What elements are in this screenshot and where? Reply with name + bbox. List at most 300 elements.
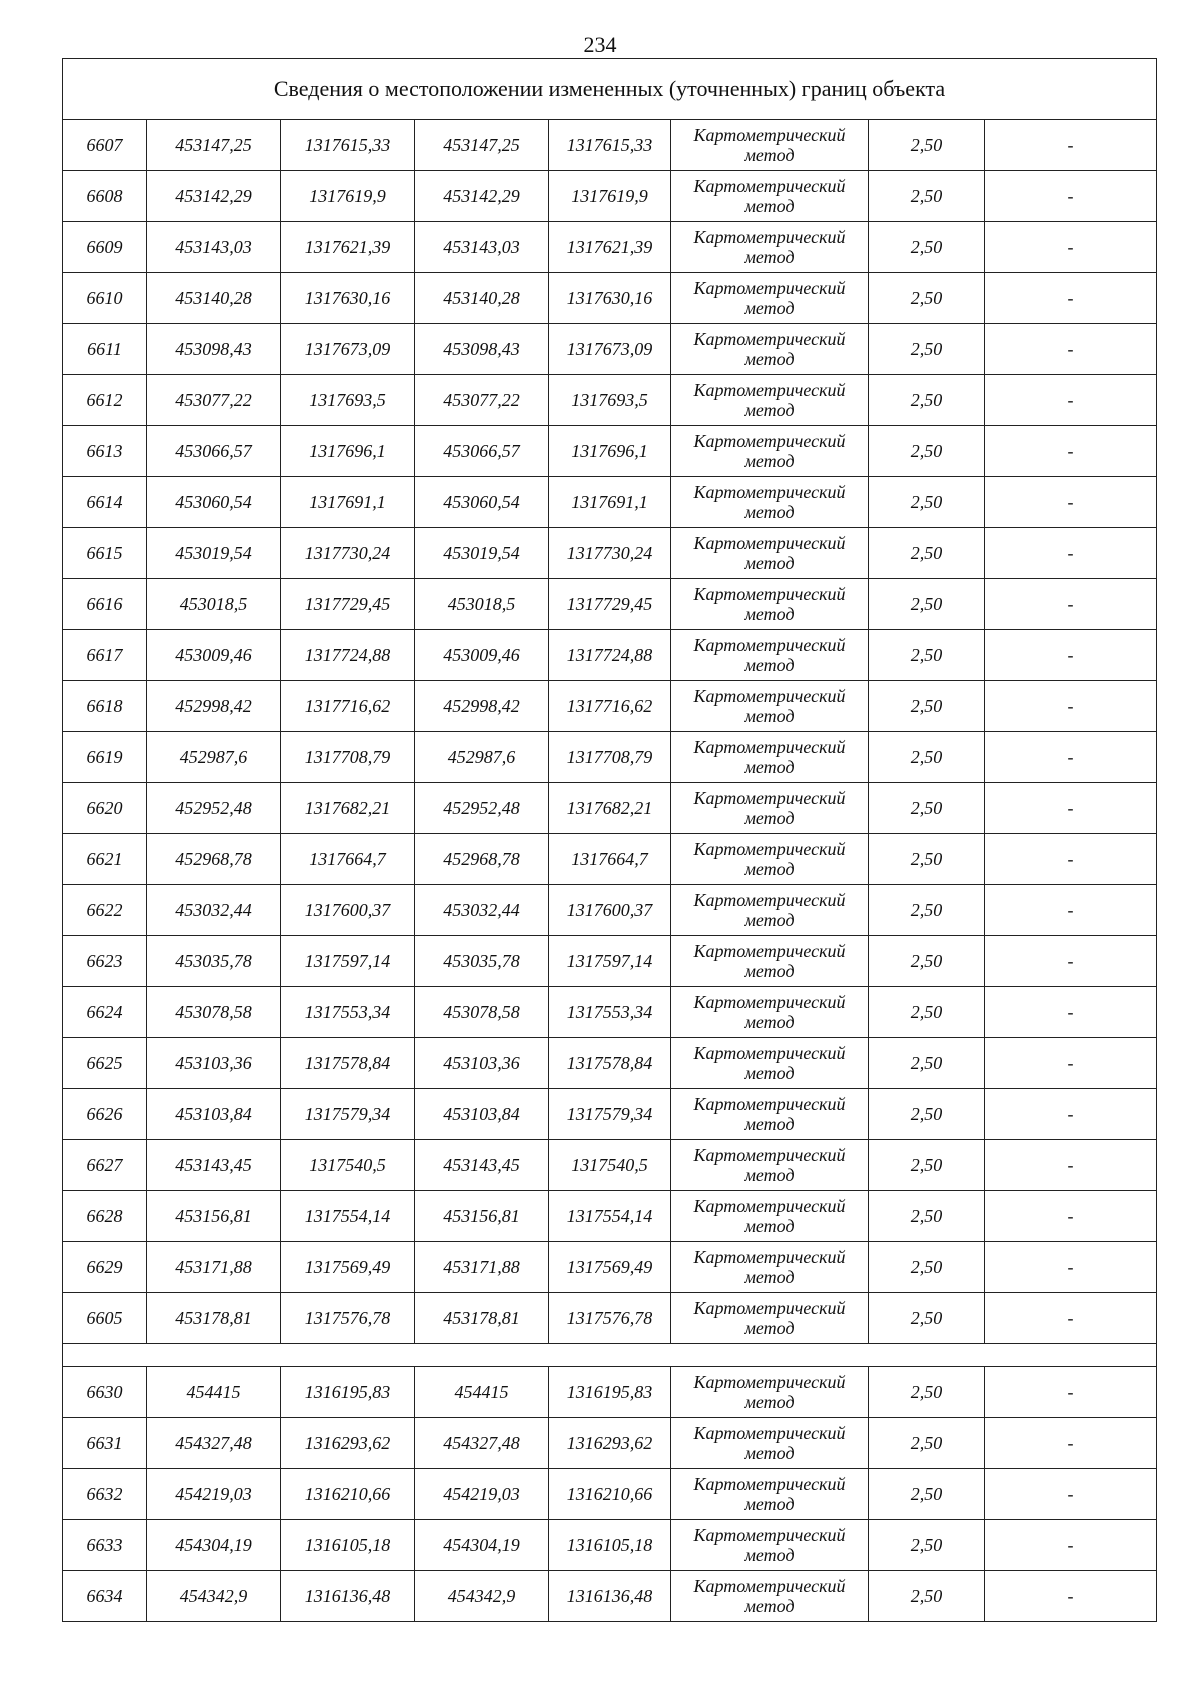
method-line-2: метод [744, 553, 795, 573]
method-line-2: метод [744, 1596, 795, 1616]
table-row [63, 1242, 1157, 1293]
point-number-cell: 6614 [63, 477, 147, 528]
method-line-1: Картометрический [693, 431, 846, 451]
method-cell [671, 936, 869, 987]
point-number-cell: 6629 [63, 1242, 147, 1293]
note-cell: - [985, 324, 1157, 375]
method-cell [671, 579, 869, 630]
error-cell: 2,50 [869, 1242, 985, 1293]
table-row [63, 1418, 1157, 1469]
table-row [63, 1520, 1157, 1571]
error-cell: 2,50 [869, 273, 985, 324]
error-cell: 2,50 [869, 936, 985, 987]
y-existing-cell: 1317569,49 [281, 1242, 415, 1293]
table-row [63, 528, 1157, 579]
y-existing-cell: 1317600,37 [281, 885, 415, 936]
point-number-cell: 6630 [63, 1367, 147, 1418]
method-line-2: метод [744, 196, 795, 216]
x-existing-cell: 453143,03 [147, 222, 281, 273]
point-number-cell: 6634 [63, 1571, 147, 1622]
method-line-2: метод [744, 1216, 795, 1236]
x-refined-cell: 454219,03 [415, 1469, 549, 1520]
x-existing-cell: 454327,48 [147, 1418, 281, 1469]
error-cell: 2,50 [869, 1571, 985, 1622]
method-line-2: метод [744, 1318, 795, 1338]
method-cell [671, 1140, 869, 1191]
y-existing-cell: 1316195,83 [281, 1367, 415, 1418]
y-existing-cell: 1317729,45 [281, 579, 415, 630]
method-line-1: Картометрический [693, 1372, 846, 1392]
method-line-2: метод [744, 757, 795, 777]
table-row [63, 426, 1157, 477]
note-cell: - [985, 426, 1157, 477]
method-cell [671, 222, 869, 273]
x-existing-cell: 453019,54 [147, 528, 281, 579]
y-existing-cell: 1316105,18 [281, 1520, 415, 1571]
method-cell [671, 477, 869, 528]
method-line-1: Картометрический [693, 941, 846, 961]
x-existing-cell: 453147,25 [147, 120, 281, 171]
method-cell [671, 885, 869, 936]
table-row [63, 834, 1157, 885]
method-cell [671, 171, 869, 222]
boundary-coordinates-table [62, 58, 1157, 1622]
error-cell: 2,50 [869, 885, 985, 936]
y-refined-cell: 1317673,09 [549, 324, 671, 375]
page-number: 234 [583, 32, 617, 57]
method-cell [671, 732, 869, 783]
y-refined-cell: 1317724,88 [549, 630, 671, 681]
point-number-cell: 6608 [63, 171, 147, 222]
y-refined-cell: 1317579,34 [549, 1089, 671, 1140]
x-refined-cell: 452987,6 [415, 732, 549, 783]
table-row [63, 732, 1157, 783]
point-number-cell: 6628 [63, 1191, 147, 1242]
error-cell: 2,50 [869, 1191, 985, 1242]
x-existing-cell: 453143,45 [147, 1140, 281, 1191]
error-cell: 2,50 [869, 987, 985, 1038]
method-line-1: Картометрический [693, 890, 846, 910]
y-existing-cell: 1317664,7 [281, 834, 415, 885]
error-cell: 2,50 [869, 1038, 985, 1089]
method-cell [671, 783, 869, 834]
method-line-1: Картометрический [693, 1474, 846, 1494]
method-line-2: метод [744, 247, 795, 267]
method-line-1: Картометрический [693, 227, 846, 247]
table-row [63, 1038, 1157, 1089]
method-cell [671, 1293, 869, 1344]
method-line-2: метод [744, 706, 795, 726]
note-cell: - [985, 783, 1157, 834]
method-line-2: метод [744, 1063, 795, 1083]
method-line-2: метод [744, 1012, 795, 1032]
y-refined-cell: 1316293,62 [549, 1418, 671, 1469]
point-number-cell: 6623 [63, 936, 147, 987]
method-line-1: Картометрический [693, 992, 846, 1012]
x-existing-cell: 453035,78 [147, 936, 281, 987]
point-number-cell: 6605 [63, 1293, 147, 1344]
method-line-2: метод [744, 502, 795, 522]
x-existing-cell: 454342,9 [147, 1571, 281, 1622]
note-cell: - [985, 477, 1157, 528]
table-header-row [63, 59, 1157, 120]
note-cell: - [985, 579, 1157, 630]
note-cell: - [985, 732, 1157, 783]
table-body [63, 59, 1157, 1622]
y-refined-cell: 1317621,39 [549, 222, 671, 273]
x-refined-cell: 454342,9 [415, 1571, 549, 1622]
y-existing-cell: 1317691,1 [281, 477, 415, 528]
x-refined-cell: 453142,29 [415, 171, 549, 222]
x-refined-cell: 453019,54 [415, 528, 549, 579]
table-row [63, 171, 1157, 222]
method-line-1: Картометрический [693, 278, 846, 298]
method-line-1: Картометрический [693, 125, 846, 145]
method-cell [671, 1367, 869, 1418]
x-refined-cell: 453171,88 [415, 1242, 549, 1293]
method-line-1: Картометрический [693, 635, 846, 655]
x-refined-cell: 454304,19 [415, 1520, 549, 1571]
method-line-1: Картометрический [693, 329, 846, 349]
table-row [63, 120, 1157, 171]
method-line-1: Картометрический [693, 176, 846, 196]
error-cell: 2,50 [869, 477, 985, 528]
note-cell: - [985, 1242, 1157, 1293]
table-row [63, 1191, 1157, 1242]
method-line-2: метод [744, 1392, 795, 1412]
table-row [63, 273, 1157, 324]
y-existing-cell: 1317696,1 [281, 426, 415, 477]
point-number-cell: 6627 [63, 1140, 147, 1191]
y-existing-cell: 1317619,9 [281, 171, 415, 222]
method-line-1: Картометрический [693, 1094, 846, 1114]
note-cell: - [985, 1367, 1157, 1418]
note-cell: - [985, 1520, 1157, 1571]
table-row [63, 477, 1157, 528]
table-row [63, 375, 1157, 426]
method-cell [671, 1242, 869, 1293]
y-refined-cell: 1317554,14 [549, 1191, 671, 1242]
y-refined-cell: 1317730,24 [549, 528, 671, 579]
method-line-2: метод [744, 400, 795, 420]
y-refined-cell: 1317693,5 [549, 375, 671, 426]
x-existing-cell: 453140,28 [147, 273, 281, 324]
method-line-2: метод [744, 604, 795, 624]
point-number-cell: 6618 [63, 681, 147, 732]
method-line-2: метод [744, 910, 795, 930]
method-line-2: метод [744, 298, 795, 318]
x-refined-cell: 453078,58 [415, 987, 549, 1038]
x-existing-cell: 453156,81 [147, 1191, 281, 1242]
group-separator-cell [63, 1344, 1157, 1367]
point-number-cell: 6616 [63, 579, 147, 630]
x-existing-cell: 452968,78 [147, 834, 281, 885]
y-existing-cell: 1317730,24 [281, 528, 415, 579]
point-number-cell: 6617 [63, 630, 147, 681]
table-row [63, 324, 1157, 375]
method-line-1: Картометрический [693, 1145, 846, 1165]
y-existing-cell: 1316293,62 [281, 1418, 415, 1469]
point-number-cell: 6620 [63, 783, 147, 834]
y-refined-cell: 1316105,18 [549, 1520, 671, 1571]
point-number-cell: 6615 [63, 528, 147, 579]
x-refined-cell: 453156,81 [415, 1191, 549, 1242]
method-line-2: метод [744, 349, 795, 369]
note-cell: - [985, 885, 1157, 936]
table-row [63, 1089, 1157, 1140]
note-cell: - [985, 1140, 1157, 1191]
method-cell [671, 1418, 869, 1469]
x-refined-cell: 454327,48 [415, 1418, 549, 1469]
method-cell [671, 1038, 869, 1089]
point-number-cell: 6622 [63, 885, 147, 936]
point-number-cell: 6625 [63, 1038, 147, 1089]
note-cell: - [985, 936, 1157, 987]
error-cell: 2,50 [869, 834, 985, 885]
table-row [63, 1469, 1157, 1520]
error-cell: 2,50 [869, 630, 985, 681]
x-refined-cell: 453143,45 [415, 1140, 549, 1191]
x-refined-cell: 453143,03 [415, 222, 549, 273]
y-refined-cell: 1317578,84 [549, 1038, 671, 1089]
method-line-1: Картометрический [693, 380, 846, 400]
y-refined-cell: 1317691,1 [549, 477, 671, 528]
method-cell [671, 1469, 869, 1520]
y-existing-cell: 1317708,79 [281, 732, 415, 783]
method-line-2: метод [744, 859, 795, 879]
note-cell: - [985, 630, 1157, 681]
table-row [63, 987, 1157, 1038]
y-refined-cell: 1317540,5 [549, 1140, 671, 1191]
error-cell: 2,50 [869, 732, 985, 783]
x-existing-cell: 453018,5 [147, 579, 281, 630]
error-cell: 2,50 [869, 681, 985, 732]
note-cell: - [985, 273, 1157, 324]
x-refined-cell: 453103,36 [415, 1038, 549, 1089]
point-number-cell: 6607 [63, 120, 147, 171]
method-line-2: метод [744, 1494, 795, 1514]
y-existing-cell: 1317578,84 [281, 1038, 415, 1089]
x-existing-cell: 452998,42 [147, 681, 281, 732]
note-cell: - [985, 834, 1157, 885]
error-cell: 2,50 [869, 1469, 985, 1520]
method-cell [671, 528, 869, 579]
method-line-2: метод [744, 1545, 795, 1565]
y-existing-cell: 1317554,14 [281, 1191, 415, 1242]
method-line-1: Картометрический [693, 1525, 846, 1545]
table-row [63, 222, 1157, 273]
x-existing-cell: 453066,57 [147, 426, 281, 477]
x-existing-cell: 453103,36 [147, 1038, 281, 1089]
error-cell: 2,50 [869, 375, 985, 426]
error-cell: 2,50 [869, 783, 985, 834]
error-cell: 2,50 [869, 579, 985, 630]
y-refined-cell: 1317600,37 [549, 885, 671, 936]
point-number-cell: 6610 [63, 273, 147, 324]
method-cell [671, 375, 869, 426]
point-number-cell: 6619 [63, 732, 147, 783]
method-cell [671, 987, 869, 1038]
x-existing-cell: 453060,54 [147, 477, 281, 528]
y-refined-cell: 1317664,7 [549, 834, 671, 885]
note-cell: - [985, 171, 1157, 222]
error-cell: 2,50 [869, 222, 985, 273]
table-row [63, 1140, 1157, 1191]
x-existing-cell: 452952,48 [147, 783, 281, 834]
y-refined-cell: 1317615,33 [549, 120, 671, 171]
table-row [63, 1571, 1157, 1622]
method-cell [671, 1571, 869, 1622]
x-refined-cell: 453035,78 [415, 936, 549, 987]
method-cell [671, 1520, 869, 1571]
table-row [63, 885, 1157, 936]
method-line-2: метод [744, 451, 795, 471]
y-refined-cell: 1317597,14 [549, 936, 671, 987]
note-cell: - [985, 1191, 1157, 1242]
table-title: Сведения о местоположении измененных (уточненных) границ объекта [63, 59, 1157, 120]
method-line-1: Картометрический [693, 584, 846, 604]
point-number-cell: 6631 [63, 1418, 147, 1469]
y-refined-cell: 1316195,83 [549, 1367, 671, 1418]
x-refined-cell: 453060,54 [415, 477, 549, 528]
error-cell: 2,50 [869, 1293, 985, 1344]
x-existing-cell: 453103,84 [147, 1089, 281, 1140]
method-cell [671, 273, 869, 324]
x-refined-cell: 453140,28 [415, 273, 549, 324]
method-line-1: Картометрический [693, 533, 846, 553]
x-existing-cell: 453171,88 [147, 1242, 281, 1293]
x-refined-cell: 453032,44 [415, 885, 549, 936]
method-line-1: Картометрический [693, 482, 846, 502]
method-cell [671, 681, 869, 732]
note-cell: - [985, 375, 1157, 426]
point-number-cell: 6613 [63, 426, 147, 477]
x-refined-cell: 454415 [415, 1367, 549, 1418]
note-cell: - [985, 120, 1157, 171]
point-number-cell: 6624 [63, 987, 147, 1038]
y-existing-cell: 1317716,62 [281, 681, 415, 732]
error-cell: 2,50 [869, 120, 985, 171]
note-cell: - [985, 681, 1157, 732]
note-cell: - [985, 1469, 1157, 1520]
error-cell: 2,50 [869, 1418, 985, 1469]
y-existing-cell: 1317724,88 [281, 630, 415, 681]
y-refined-cell: 1316136,48 [549, 1571, 671, 1622]
table-row [63, 630, 1157, 681]
point-number-cell: 6612 [63, 375, 147, 426]
error-cell: 2,50 [869, 324, 985, 375]
method-line-2: метод [744, 1114, 795, 1134]
x-refined-cell: 452968,78 [415, 834, 549, 885]
note-cell: - [985, 1571, 1157, 1622]
x-existing-cell: 453078,58 [147, 987, 281, 1038]
error-cell: 2,50 [869, 426, 985, 477]
x-refined-cell: 453098,43 [415, 324, 549, 375]
method-cell [671, 426, 869, 477]
y-existing-cell: 1316210,66 [281, 1469, 415, 1520]
point-number-cell: 6609 [63, 222, 147, 273]
y-refined-cell: 1317576,78 [549, 1293, 671, 1344]
x-existing-cell: 452987,6 [147, 732, 281, 783]
method-line-2: метод [744, 1165, 795, 1185]
y-refined-cell: 1316210,66 [549, 1469, 671, 1520]
error-cell: 2,50 [869, 1367, 985, 1418]
method-cell [671, 630, 869, 681]
y-existing-cell: 1317540,5 [281, 1140, 415, 1191]
table-row [63, 1293, 1157, 1344]
y-refined-cell: 1317729,45 [549, 579, 671, 630]
method-line-1: Картометрический [693, 1576, 846, 1596]
x-refined-cell: 452998,42 [415, 681, 549, 732]
note-cell: - [985, 528, 1157, 579]
error-cell: 2,50 [869, 1089, 985, 1140]
method-line-1: Картометрический [693, 788, 846, 808]
y-refined-cell: 1317716,62 [549, 681, 671, 732]
note-cell: - [985, 987, 1157, 1038]
point-number-cell: 6611 [63, 324, 147, 375]
y-refined-cell: 1317708,79 [549, 732, 671, 783]
x-refined-cell: 453178,81 [415, 1293, 549, 1344]
method-line-1: Картометрический [693, 1043, 846, 1063]
x-existing-cell: 454415 [147, 1367, 281, 1418]
y-existing-cell: 1317673,09 [281, 324, 415, 375]
note-cell: - [985, 222, 1157, 273]
method-cell [671, 1191, 869, 1242]
method-cell [671, 120, 869, 171]
table-row [63, 579, 1157, 630]
y-existing-cell: 1317615,33 [281, 120, 415, 171]
table-row [63, 936, 1157, 987]
y-refined-cell: 1317619,9 [549, 171, 671, 222]
method-cell [671, 1089, 869, 1140]
y-refined-cell: 1317630,16 [549, 273, 671, 324]
method-line-1: Картометрический [693, 686, 846, 706]
method-line-2: метод [744, 808, 795, 828]
x-refined-cell: 453103,84 [415, 1089, 549, 1140]
x-refined-cell: 452952,48 [415, 783, 549, 834]
x-existing-cell: 453178,81 [147, 1293, 281, 1344]
x-existing-cell: 453098,43 [147, 324, 281, 375]
error-cell: 2,50 [869, 171, 985, 222]
point-number-cell: 6633 [63, 1520, 147, 1571]
x-existing-cell: 453032,44 [147, 885, 281, 936]
y-existing-cell: 1317576,78 [281, 1293, 415, 1344]
note-cell: - [985, 1038, 1157, 1089]
point-number-cell: 6626 [63, 1089, 147, 1140]
method-line-1: Картометрический [693, 1247, 846, 1267]
x-existing-cell: 453142,29 [147, 171, 281, 222]
y-refined-cell: 1317682,21 [549, 783, 671, 834]
y-existing-cell: 1317579,34 [281, 1089, 415, 1140]
x-existing-cell: 454219,03 [147, 1469, 281, 1520]
note-cell: - [985, 1293, 1157, 1344]
x-refined-cell: 453147,25 [415, 120, 549, 171]
method-cell [671, 324, 869, 375]
x-existing-cell: 453009,46 [147, 630, 281, 681]
x-existing-cell: 454304,19 [147, 1520, 281, 1571]
method-line-2: метод [744, 655, 795, 675]
point-number-cell: 6632 [63, 1469, 147, 1520]
error-cell: 2,50 [869, 528, 985, 579]
error-cell: 2,50 [869, 1140, 985, 1191]
x-refined-cell: 453018,5 [415, 579, 549, 630]
note-cell: - [985, 1418, 1157, 1469]
y-existing-cell: 1317682,21 [281, 783, 415, 834]
x-refined-cell: 453009,46 [415, 630, 549, 681]
method-line-1: Картометрический [693, 1423, 846, 1443]
y-existing-cell: 1317621,39 [281, 222, 415, 273]
y-existing-cell: 1317630,16 [281, 273, 415, 324]
